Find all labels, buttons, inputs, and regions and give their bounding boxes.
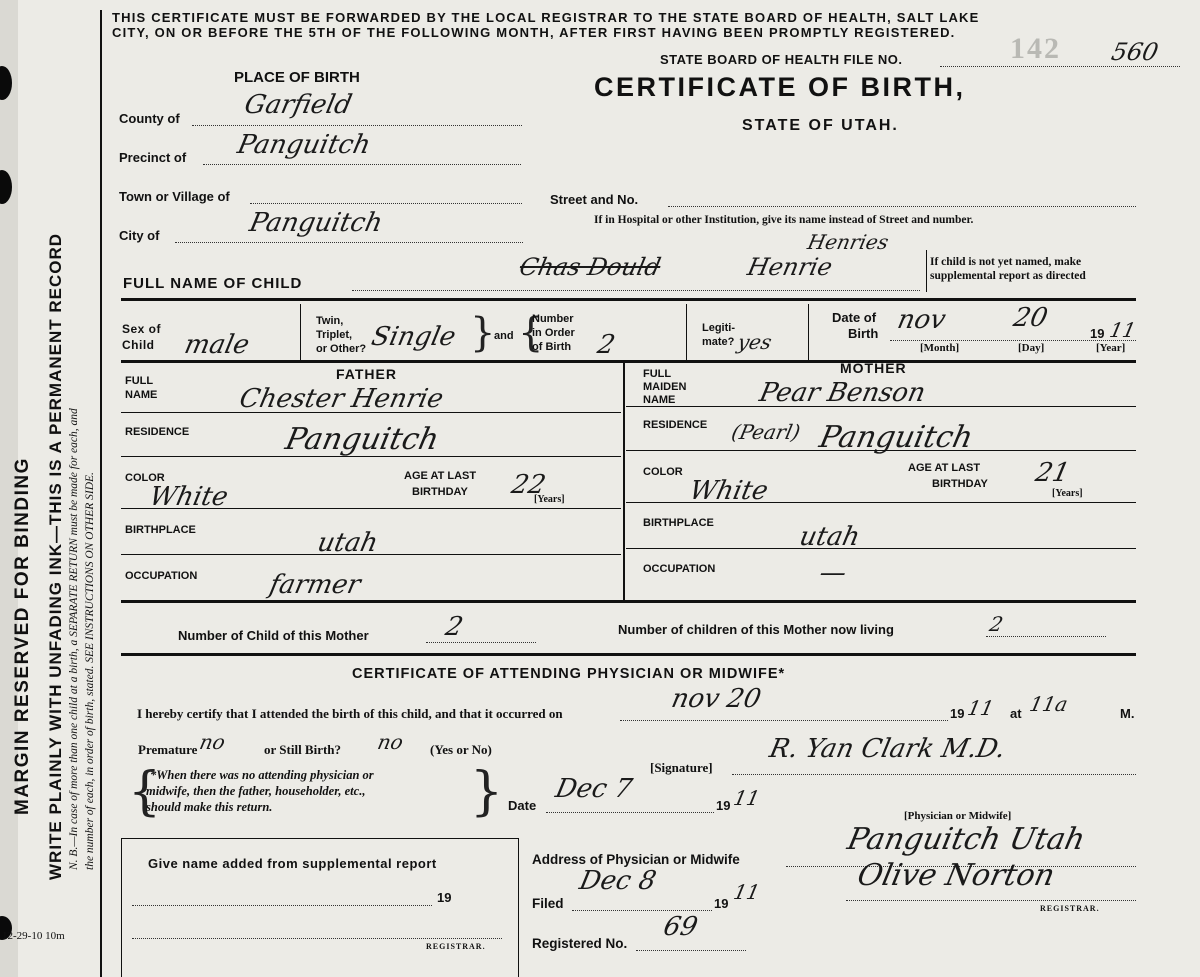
street-line xyxy=(668,206,1136,207)
registrar-signature: Olive Norton xyxy=(854,858,1058,893)
row-rule xyxy=(626,450,1136,451)
birth-date-line xyxy=(620,720,948,721)
town-line xyxy=(250,203,522,204)
header-instruction-2: CITY, ON OR BEFORE THE 5TH OF THE FOLLOWING MONTH, AFTER FIRST HAVING BEEN PROMPTLY REGISTERED. xyxy=(112,25,956,40)
state-subtitle: STATE OF UTAH. xyxy=(742,117,899,134)
father-heading: FATHER xyxy=(336,366,397,382)
footnote-line-2: midwife, then the father, householder, etc., xyxy=(146,784,366,798)
footnote-line-1: *When there was no attending physician or xyxy=(150,768,374,782)
father-name-label-2: NAME xyxy=(125,389,158,401)
mother-residence-label: RESIDENCE xyxy=(643,419,708,431)
county-line xyxy=(192,125,522,126)
date-year: 11 xyxy=(731,786,763,810)
father-years-caption: [Years] xyxy=(534,494,565,505)
father-color-value: White xyxy=(146,482,231,512)
order-label-1: Number xyxy=(532,313,574,325)
margin-rule xyxy=(100,10,102,977)
signature-label: [Signature] xyxy=(650,760,713,775)
supplemental-line xyxy=(132,905,432,906)
at-label: at xyxy=(1010,706,1022,721)
date-label: Date xyxy=(508,798,537,813)
parents-divider xyxy=(623,362,625,600)
footnote-line-3: should make this return. xyxy=(146,800,273,814)
yesno-label: (Yes or No) xyxy=(430,742,492,757)
child-name-label: FULL NAME OF CHILD xyxy=(123,275,303,292)
sex-label-2: Child xyxy=(122,338,155,352)
mother-heading: MOTHER xyxy=(840,360,907,376)
date-line xyxy=(546,812,714,813)
col-divider xyxy=(808,304,809,362)
mother-color-value: White xyxy=(686,476,771,506)
mother-years-caption: [Years] xyxy=(1052,488,1083,499)
section-rule xyxy=(121,653,1136,656)
supplement-note-2: supplemental report as directed xyxy=(930,270,1086,282)
row-rule xyxy=(121,456,621,457)
father-occupation-value: farmer xyxy=(266,570,364,600)
twin-label-2: Triplet, xyxy=(316,329,353,341)
child-name-line xyxy=(352,290,920,291)
registrar-caption: REGISTRAR. xyxy=(1040,904,1100,913)
child-number-line xyxy=(426,642,536,643)
mother-name-value: Pear Benson xyxy=(756,378,929,408)
dob-month: nov xyxy=(894,305,949,335)
county-value: Garfield xyxy=(241,90,355,120)
date-value: Dec 7 xyxy=(552,774,635,804)
mother-name-label-1: FULL xyxy=(643,368,672,380)
father-occupation-label: OCCUPATION xyxy=(125,570,198,582)
form-number: 12-29-10 10m xyxy=(2,930,65,942)
order-label-3: of Birth xyxy=(532,341,572,353)
mother-name-label-2: MAIDEN xyxy=(643,381,687,393)
twin-label-3: or Other? xyxy=(316,343,367,355)
section-rule xyxy=(121,298,1136,301)
child-name-value: Henrie xyxy=(745,253,835,281)
twin-label-1: Twin, xyxy=(316,315,344,327)
permanent-record-text: WRITE PLAINLY WITH UNFADING INK—THIS IS A PERMANENT RECORD xyxy=(46,232,65,880)
stillbirth-value: no xyxy=(375,730,406,754)
certificate-title: CERTIFICATE OF BIRTH, xyxy=(594,72,966,102)
mother-color-label: COLOR xyxy=(643,466,683,478)
supplemental-label: Give name added from supplemental report xyxy=(148,856,437,871)
nb-note-line2: the number of each, in order of birth, stated. SEE INSTRUCTIONS ON OTHER SIDE. xyxy=(84,472,96,870)
county-label: County of xyxy=(119,111,180,126)
city-value: Panguitch xyxy=(246,208,386,238)
filed-year-prefix: 19 xyxy=(714,896,729,911)
and-label: and xyxy=(494,330,514,342)
city-label: City of xyxy=(119,228,160,243)
father-residence-label: RESIDENCE xyxy=(125,426,190,438)
child-name-correction: Henries xyxy=(805,230,891,254)
dob-label-2: Birth xyxy=(848,326,879,341)
binding-margin-text: MARGIN RESERVED FOR BINDING xyxy=(12,457,33,815)
hospital-note: If in Hospital or other Institution, give its name instead of Street and number. xyxy=(594,214,974,226)
street-label: Street and No. xyxy=(550,192,639,207)
section-rule xyxy=(121,360,1136,363)
living-value: 2 xyxy=(987,612,1006,636)
birth-year-value: 11 xyxy=(965,696,997,720)
child-number-label: Number of Child of this Mother xyxy=(178,628,369,643)
mother-occupation-value: — xyxy=(816,558,850,588)
role-caption: [Physician or Midwife] xyxy=(904,810,1012,822)
father-residence-value: Panguitch xyxy=(282,422,443,457)
filed-label: Filed xyxy=(532,896,564,911)
mother-age-value: 21 xyxy=(1032,458,1073,488)
address-value: Panguitch Utah xyxy=(844,822,1089,857)
registered-value: 69 xyxy=(660,912,701,942)
father-birthplace-label: BIRTHPLACE xyxy=(125,524,196,536)
dob-day: 20 xyxy=(1010,303,1051,333)
birth-date-value: nov 20 xyxy=(668,684,764,714)
filed-value: Dec 8 xyxy=(576,866,659,896)
legit-label-1: Legiti- xyxy=(702,322,735,334)
file-number-label: STATE BOARD OF HEALTH FILE NO. xyxy=(660,52,903,67)
child-name-struck: Chas Dould xyxy=(517,253,664,281)
mother-occupation-label: OCCUPATION xyxy=(643,563,716,575)
col-divider xyxy=(686,304,687,362)
dob-year: 11 xyxy=(1107,318,1139,342)
living-line xyxy=(986,636,1106,637)
address-label: Address of Physician or Midwife xyxy=(532,852,740,867)
m-label: M. xyxy=(1120,706,1135,721)
sex-value: male xyxy=(181,330,253,360)
row-rule xyxy=(626,406,1136,407)
mother-birthplace-label: BIRTHPLACE xyxy=(643,517,714,529)
time-value: 11a xyxy=(1027,692,1070,716)
supplement-note-1: If child is not yet named, make xyxy=(930,256,1082,268)
father-name-label-1: FULL xyxy=(125,375,154,387)
order-value: 2 xyxy=(594,330,618,360)
row-rule xyxy=(121,508,621,509)
signature-value: R. Yan Clark M.D. xyxy=(766,734,1009,764)
precinct-label: Precinct of xyxy=(119,150,187,165)
row-rule xyxy=(121,412,621,413)
day-caption: [Day] xyxy=(1018,342,1045,354)
supplemental-registrar-line xyxy=(132,938,502,939)
brace: { xyxy=(518,310,544,356)
child-number-value: 2 xyxy=(442,612,466,642)
row-rule xyxy=(121,554,621,555)
year-caption: [Year] xyxy=(1096,342,1126,354)
dob-label-1: Date of xyxy=(832,310,877,325)
header-instruction-1: THIS CERTIFICATE MUST BE FORWARDED BY THE LOCAL REGISTRAR TO THE STATE BOARD OF HEALTH, SALT LAKE xyxy=(112,10,980,25)
father-age-label-2: BIRTHDAY xyxy=(412,486,468,498)
dob-year-prefix: 19 xyxy=(1090,326,1105,341)
city-line xyxy=(175,242,523,243)
supplemental-registrar-caption: REGISTRAR. xyxy=(426,942,486,951)
stillbirth-label: or Still Birth? xyxy=(264,742,342,757)
registered-line xyxy=(636,950,746,951)
mother-name-correction: (Pearl) xyxy=(729,420,803,444)
town-label: Town or Village of xyxy=(119,189,230,204)
mother-age-label-2: BIRTHDAY xyxy=(932,478,988,490)
precinct-line xyxy=(203,164,521,165)
birth-year-prefix: 19 xyxy=(950,706,965,721)
file-number-stamp: 142 xyxy=(1010,32,1061,65)
row-rule xyxy=(626,502,1136,503)
mother-name-label-3: NAME xyxy=(643,394,676,406)
legit-value: yes xyxy=(735,330,774,354)
date-year-prefix: 19 xyxy=(716,798,731,813)
living-label: Number of children of this Mother now living xyxy=(618,622,894,637)
section-rule xyxy=(121,600,1136,603)
father-name-value: Chester Henrie xyxy=(236,384,447,414)
legit-label-2: mate? xyxy=(702,336,735,348)
signature-line xyxy=(732,774,1136,775)
precinct-value: Panguitch xyxy=(234,130,374,160)
row-rule xyxy=(626,548,1136,549)
premature-value: no xyxy=(197,730,228,754)
father-age-label-1: AGE AT LAST xyxy=(404,470,477,482)
order-label-2: in Order xyxy=(532,327,575,339)
certify-text: I hereby certify that I attended the birth of this child, and that it occurred on xyxy=(137,706,563,721)
nb-note-line1: N. B.—In case of more than one child at a birth, a SEPARATE RETURN must be made for each, and xyxy=(68,408,80,870)
mother-residence-value: Panguitch xyxy=(816,420,977,455)
twin-value: Single xyxy=(368,322,459,352)
file-number-line xyxy=(940,66,1180,67)
father-birthplace-value: utah xyxy=(314,528,381,558)
sex-label-1: Sex of xyxy=(122,322,162,336)
registered-label: Registered No. xyxy=(532,936,628,951)
footnote-brace: } xyxy=(470,762,504,822)
file-number-value: 560 xyxy=(1109,38,1161,66)
physician-heading: CERTIFICATE OF ATTENDING PHYSICIAN OR MIDWIFE* xyxy=(352,666,786,682)
month-caption: [Month] xyxy=(920,342,960,354)
father-color-label: COLOR xyxy=(125,472,165,484)
mother-age-label-1: AGE AT LAST xyxy=(908,462,981,474)
name-divider xyxy=(926,250,927,292)
supplemental-year-prefix: 19 xyxy=(437,890,452,905)
footnote-brace: { xyxy=(128,762,162,822)
filed-line xyxy=(572,910,712,911)
father-age-value: 22 xyxy=(508,470,549,500)
premature-label: Premature xyxy=(138,742,198,757)
mother-birthplace-value: utah xyxy=(796,522,863,552)
filed-year: 11 xyxy=(731,880,763,904)
col-divider xyxy=(300,304,301,362)
brace: } xyxy=(470,310,496,356)
registrar-line xyxy=(846,900,1136,901)
place-of-birth-heading: PLACE OF BIRTH xyxy=(234,69,360,86)
